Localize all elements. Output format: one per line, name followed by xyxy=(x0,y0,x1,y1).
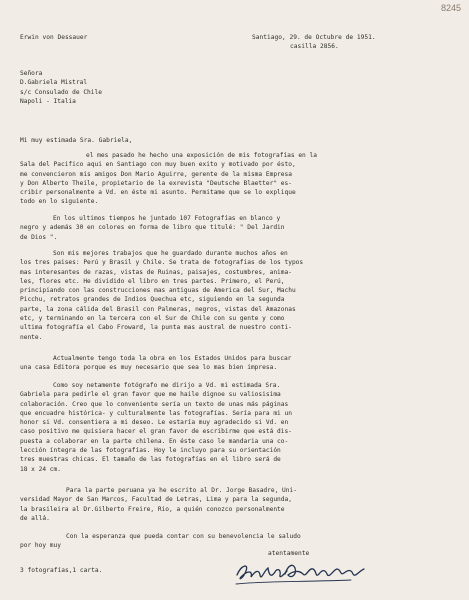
body-line: todo en lo siguiente. xyxy=(20,198,99,206)
body-line: Picchu, retratos grandes de Indios Quechua etc, siguiendo en la segunda xyxy=(20,296,285,304)
body-line: principiando con las construcciones mas antiguas de America del Sur, Machu xyxy=(20,287,296,295)
archive-reference-number: 8245 xyxy=(440,3,461,13)
body-line: mas interesantes de razas, vistas de Ruinas, paisajes, costumbres, anima- xyxy=(20,268,292,276)
body-paragraph-1 xyxy=(20,151,317,207)
body-paragraph-6 xyxy=(20,486,297,523)
body-line: ultima fotografía el Cabo Froward, la punta mas austral de nuestro conti- xyxy=(20,324,292,332)
sender-name: Erwin von Dessauer xyxy=(20,34,88,41)
body-paragraph-5 xyxy=(20,381,292,474)
body-line: negro y además 30 en colores en forma de libro que titulé: " Del Jardin xyxy=(20,224,285,232)
body-line: tres muestras chicas. El tamaño de las fotografías en el libro será de xyxy=(20,456,281,464)
closing: atentamente xyxy=(268,550,310,557)
body-line: puesta a colaborar en la parte chilena. En éste caso le mandaria una co- xyxy=(20,437,289,445)
body-line: parte, la zona cálida del Brasil con Palmeras, negros, vistas del Amazonas xyxy=(20,305,296,313)
body-line: colaboración. Creo que lo conveniente sería un texto de unas más páginas xyxy=(20,400,289,408)
body-line: por hoy muy xyxy=(20,542,61,550)
enclosures-note: 3 fotografías,1 carta. xyxy=(20,567,103,574)
body-line: Sala del Pacifico aqui en Santiago con muy buen exito y motivado por ésto, xyxy=(20,161,296,169)
body-line: En los ultimos tiempos he juntado 107 Fotografías en blanco y xyxy=(53,215,281,222)
body-line: Gabriela para pedirle el gran favor que me haile dignoe su valiosisima xyxy=(20,391,281,399)
postal-box: casilla 2856. xyxy=(290,43,339,50)
body-line: 18 x 24 cm. xyxy=(20,465,61,473)
body-line: Para la parte peruana ya he escrito al Dr. Jorge Basadre, Uni- xyxy=(66,487,297,494)
body-paragraph-2 xyxy=(20,214,285,242)
body-line: caso positivo me quisiera hacer el gran favor de escribirme que está dis- xyxy=(20,428,292,436)
handwritten-signature xyxy=(233,553,373,593)
body-line: los tres paises: Perú y Brasil y Chile. Se trata de fotografias de los typos xyxy=(20,259,304,267)
salutation: Mi muy estimada Sra. Gabriela, xyxy=(20,137,133,144)
body-line: nente. xyxy=(20,333,43,341)
recipient-line: Señora xyxy=(20,70,43,77)
recipient-line: s/c Consulado de Chile xyxy=(20,88,102,96)
body-line: que encuadre histórica- y culturalmente las fotografías. Sería para mi un xyxy=(20,409,292,417)
body-line: Con la esperanza que pueda contar con su benevolencia le saludo xyxy=(66,533,301,540)
body-line: Como soy netamente fotógrafo me dirijo a Vd. mi estimada Sra. xyxy=(53,382,281,389)
body-line: versidad Mayor de San Marcos, Facultad de Letras, Lima y para la segunda, xyxy=(20,496,292,504)
body-line: cribir personalmente a Vd. en éste mi asunto. Permitame que se lo explique xyxy=(20,189,296,197)
body-line: la brasileira al Dr.Gilberto Freire, Rio, a quién conozco personalmente xyxy=(20,505,285,513)
body-line: lección íntegra de las fotografías. Hoy le incluyo para su orientación xyxy=(20,447,281,455)
body-paragraph-3 xyxy=(20,249,303,342)
body-line: una casa Editora porque es muy necesario que sea lo mas bien impresa. xyxy=(20,364,278,372)
body-line: de allá. xyxy=(20,514,50,522)
body-line: el mes pasado he hecho una exposición de mis fotografías en la xyxy=(86,152,317,159)
recipient-line: D.Gabriela Mistral xyxy=(20,79,88,87)
recipient-line: Napoli - Italia xyxy=(20,97,76,105)
body-line: de Dios ". xyxy=(20,233,58,241)
body-line: Actualmente tengo toda la obra en los Estados Unidos para buscar xyxy=(53,355,292,362)
body-line: les, flores etc. He dividido el libro en tres partes. Primero, el Perú, xyxy=(20,277,285,285)
body-paragraph-7 xyxy=(20,532,301,551)
place-date: Santiago, 29. de Octubre de 1951. xyxy=(252,34,376,41)
body-line: honor si Vd. consentiera a mi deseo. Le estaría muy agradecido si Vd. en xyxy=(20,419,289,427)
body-line: etc, y terminando en la tercera con el Sur de Chile con su gente y como xyxy=(20,315,285,323)
body-paragraph-4 xyxy=(20,354,291,373)
body-line: y Don Alberto Theile, propietario de la exrevista "Deutsche Blaetter" es- xyxy=(20,179,292,187)
recipient-address xyxy=(20,69,102,106)
body-line: me convencieron mis amigos Don Mario Aguirre, gerente de la misma Empresa xyxy=(20,170,292,178)
body-line: Son mis mejores trabajos que he guardado durante muchos años en xyxy=(53,250,288,257)
